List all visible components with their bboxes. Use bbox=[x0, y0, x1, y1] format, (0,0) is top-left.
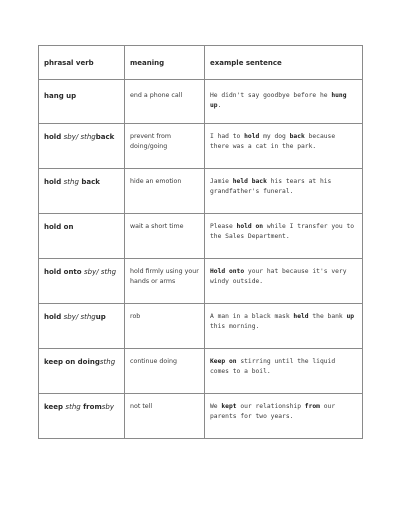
verb-segment: back bbox=[95, 133, 115, 141]
table-row bbox=[39, 259, 363, 304]
table-row bbox=[39, 80, 363, 124]
verb-segment: hold onto bbox=[44, 268, 85, 276]
verb-segment: sby bbox=[101, 403, 114, 411]
cell-example-sentence bbox=[205, 259, 363, 304]
header-phrasal-verb: phrasal verb bbox=[39, 46, 125, 80]
cell-meaning: hold firmly using your hands or arms bbox=[125, 259, 205, 304]
example-segment: Jamie bbox=[210, 178, 233, 185]
example-segment: hold bbox=[244, 133, 260, 140]
cell-phrasal-verb bbox=[39, 124, 125, 169]
verb-segment: from bbox=[80, 403, 102, 411]
example-segment: Hold onto bbox=[210, 268, 245, 275]
example-segment: kept bbox=[221, 403, 237, 410]
verb-segment: hold bbox=[44, 313, 64, 321]
verb-segment: sby/ sthg bbox=[84, 268, 117, 276]
cell-meaning: wait a short time bbox=[125, 214, 205, 259]
example-segment: this morning. bbox=[210, 322, 260, 330]
table-row bbox=[39, 214, 363, 259]
example-segment: from bbox=[304, 403, 320, 410]
verb-segment: sthg bbox=[63, 178, 79, 186]
cell-example-sentence bbox=[205, 80, 363, 124]
cell-example-sentence bbox=[205, 304, 363, 349]
example-segment: our relationship bbox=[236, 403, 305, 410]
verb-segment: sby/ sthg bbox=[63, 313, 96, 321]
verb-segment: up bbox=[95, 313, 106, 321]
example-segment: . bbox=[217, 101, 222, 109]
cell-meaning: prevent from doing/going bbox=[125, 124, 205, 169]
verb-segment: sby/ sthg bbox=[63, 133, 96, 141]
cell-phrasal-verb bbox=[39, 169, 125, 214]
cell-example-sentence bbox=[205, 124, 363, 169]
header-example-sentence: example sentence bbox=[205, 46, 363, 80]
example-segment: back bbox=[289, 133, 305, 140]
example-segment: I had to bbox=[210, 133, 245, 140]
example-segment: Keep on bbox=[210, 358, 237, 365]
phrasal-verb-sheet bbox=[38, 45, 362, 475]
verb-segment: keep on doing bbox=[44, 358, 100, 366]
cell-phrasal-verb bbox=[39, 214, 125, 259]
example-segment: the bank bbox=[308, 313, 347, 320]
cell-phrasal-verb bbox=[39, 394, 125, 439]
table-row bbox=[39, 124, 363, 169]
verb-segment: sthg bbox=[99, 358, 116, 366]
cell-phrasal-verb bbox=[39, 349, 125, 394]
cell-meaning: hide an emotion bbox=[125, 169, 205, 214]
example-segment: He didn't say goodbye before he bbox=[210, 92, 332, 99]
example-segment: while I transfer you to the Sales Department. bbox=[210, 223, 355, 240]
verb-segment: hold bbox=[44, 133, 64, 141]
example-segment: held bbox=[293, 313, 309, 320]
example-segment: stirring until the liquid comes to a boil. bbox=[210, 358, 336, 375]
verb-segment: keep bbox=[44, 403, 66, 411]
cell-example-sentence bbox=[205, 169, 363, 214]
cell-phrasal-verb bbox=[39, 259, 125, 304]
cell-phrasal-verb bbox=[39, 80, 125, 124]
cell-example-sentence bbox=[205, 349, 363, 394]
example-segment: held back bbox=[232, 178, 267, 185]
example-segment: my dog bbox=[259, 133, 290, 140]
example-segment: because there was a cat in the park. bbox=[210, 133, 336, 150]
example-segment: your hat because it's very windy outside. bbox=[210, 268, 347, 285]
table-row bbox=[39, 169, 363, 214]
example-segment: his tears at his grandfather's funeral. bbox=[210, 178, 332, 195]
verb-segment: hold bbox=[44, 178, 64, 186]
cell-meaning: end a phone call bbox=[125, 80, 205, 124]
table-row bbox=[39, 304, 363, 349]
example-segment: hung up bbox=[210, 92, 347, 109]
example-segment: We bbox=[210, 403, 222, 410]
header-meaning: meaning bbox=[125, 46, 205, 80]
example-segment: Please bbox=[210, 223, 237, 230]
header-row bbox=[39, 46, 363, 80]
verb-segment: hang up bbox=[44, 92, 77, 100]
cell-example-sentence bbox=[205, 394, 363, 439]
table-row bbox=[39, 394, 363, 439]
example-segment: up bbox=[346, 313, 355, 320]
phrasal-verb-table bbox=[38, 45, 363, 439]
cell-example-sentence bbox=[205, 214, 363, 259]
verb-segment: hold on bbox=[44, 223, 74, 231]
verb-segment: sthg bbox=[65, 403, 81, 411]
example-segment: hold on bbox=[236, 223, 264, 230]
example-segment: our parents for two years. bbox=[210, 403, 336, 420]
table-row bbox=[39, 349, 363, 394]
cell-meaning: not tell bbox=[125, 394, 205, 439]
table-body bbox=[39, 80, 363, 439]
cell-phrasal-verb bbox=[39, 304, 125, 349]
verb-segment: back bbox=[78, 178, 100, 186]
cell-meaning: continue doing bbox=[125, 349, 205, 394]
cell-meaning: rob bbox=[125, 304, 205, 349]
example-segment: A man in a black mask bbox=[210, 313, 294, 320]
